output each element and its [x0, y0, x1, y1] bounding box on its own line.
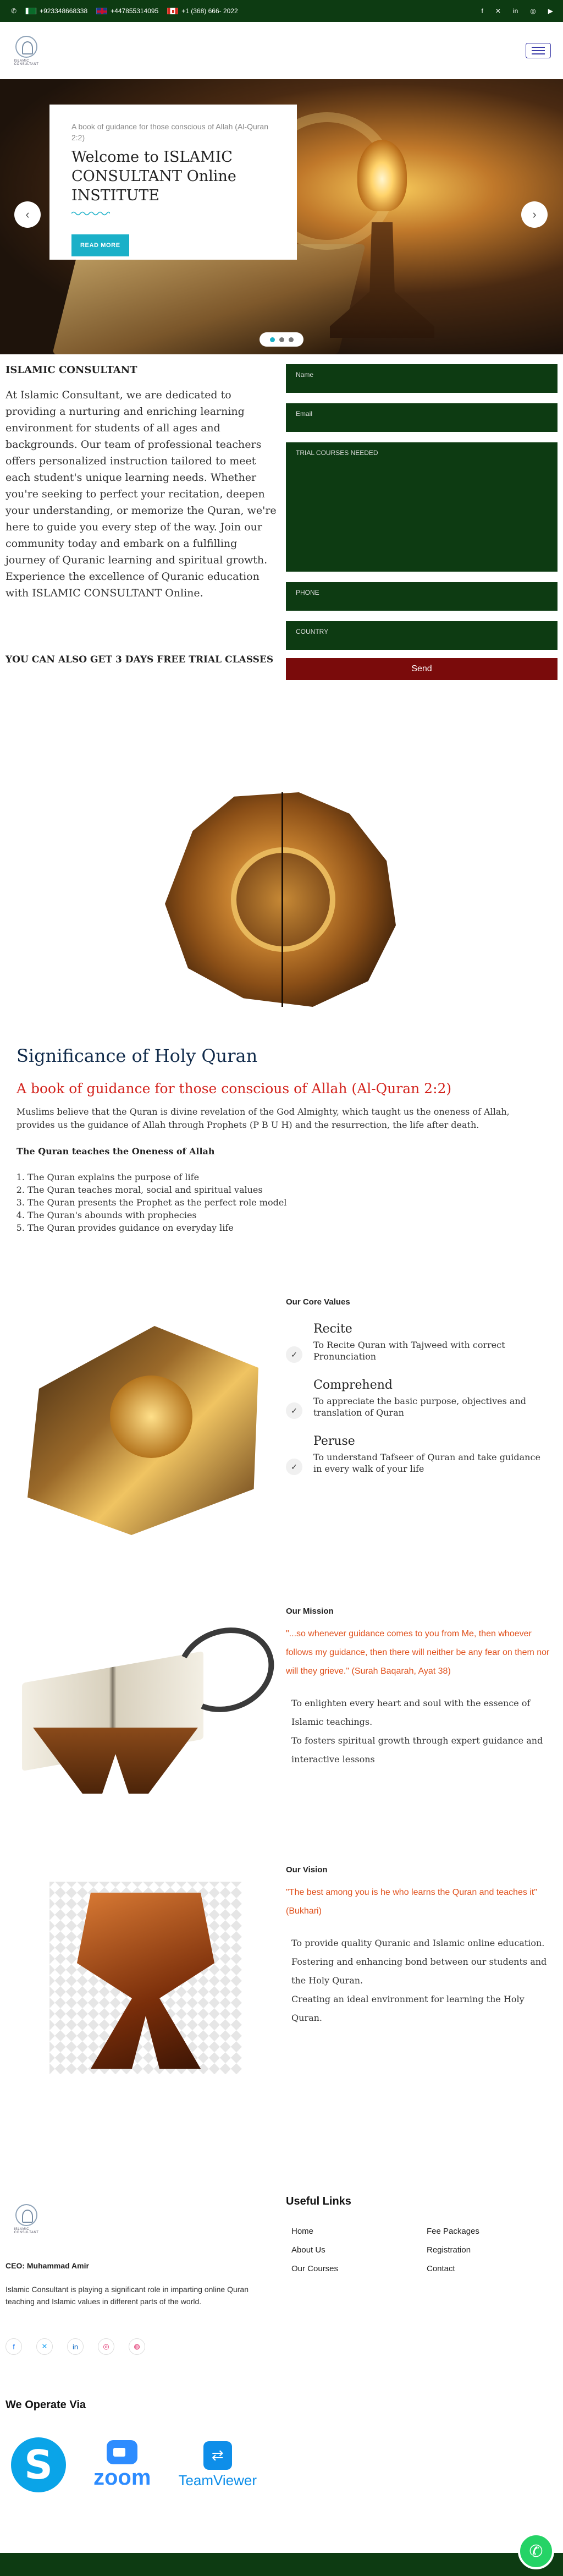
phone-uk[interactable]: +447855314095: [96, 7, 158, 15]
whatsapp-chat-button[interactable]: [518, 2533, 554, 2569]
canada-flag-icon: [167, 8, 178, 14]
site-header: [0, 22, 563, 79]
twitter-icon[interactable]: ✕: [495, 7, 501, 15]
operate-via-title: We Operate Via: [5, 2399, 86, 2411]
linkedin-icon[interactable]: in: [512, 7, 518, 15]
slider-dots: [260, 332, 303, 347]
list-item: 2. The Quran teaches moral, social and spiritual values: [27, 1183, 550, 1196]
phone-pakistan[interactable]: +923348668338: [25, 7, 87, 15]
check-icon: ✓: [286, 1402, 302, 1419]
hero-slider: [0, 79, 563, 354]
significance-subtitle: A book of guidance for those conscious of Allah (Al-Quran 2:2): [16, 1081, 452, 1097]
contact-numbers: [11, 7, 238, 15]
email-field[interactable]: Email: [286, 403, 558, 432]
teamviewer-icon: ⇄: [203, 2441, 232, 2470]
country-field[interactable]: COUNTRY: [286, 621, 558, 650]
intro-body: At Islamic Consultant, we are dedicated to providing a nurturing and enriching learning environment for students of all ages and backgrounds. Our team of professional teachers offers personalized instruction tailored to meet each student's unique learning needs. Whether you're seeking to perfect your recitation, deepen your understanding, or memorize the Quran, we're here to guide you every step of the way. Join our community today and embark on a fulfilling journey of Quranic learning and spiritual growth. Experience the excellence of Quranic education with ISLAMIC CONSULTANT Online.: [5, 389, 277, 599]
send-button[interactable]: Send: [286, 658, 558, 680]
footer-description: Islamic Consultant is playing a significant role in imparting online Quran teaching and Islamic values in different parts of the world.: [5, 2285, 249, 2306]
menu-icon: [532, 47, 545, 48]
site-logo[interactable]: ISLAMIC CONSULTANT: [14, 32, 38, 69]
menu-toggle-button[interactable]: [526, 43, 551, 58]
value-desc: To understand Tafseer of Quran and take guidance in every walk of your life: [313, 1452, 540, 1474]
skype-icon: S: [11, 2437, 66, 2492]
phone-field[interactable]: PHONE: [286, 582, 558, 611]
footer-link-courses[interactable]: Our Courses: [291, 2264, 339, 2273]
zoom-camera-icon: [107, 2440, 137, 2464]
instagram-icon[interactable]: ◎: [98, 2338, 114, 2355]
mission-points: [286, 1694, 550, 1769]
name-field[interactable]: Name: [286, 364, 558, 393]
list-item: To enlighten every heart and soul with the essence of Islamic teachings.: [291, 1698, 531, 1727]
list-item: To fosters spiritual growth through expert guidance and interactive lessons: [291, 1735, 543, 1764]
bottom-bar: [0, 2553, 563, 2576]
check-icon: ✓: [286, 1346, 302, 1363]
useful-links: [291, 2226, 555, 2274]
mission-section: [286, 1607, 550, 1769]
list-item: 5. The Quran provides guidance on everyday life: [27, 1221, 550, 1234]
footer-link-fee-packages[interactable]: Fee Packages: [427, 2227, 479, 2236]
value-desc: To appreciate the basic purpose, objectives and translation of Quran: [313, 1396, 526, 1418]
phone-icon: ✆: [11, 7, 17, 15]
hero-title: Welcome to ISLAMIC CONSULTANT Online INSTITUTE: [71, 149, 236, 204]
mission-label: Our Mission: [286, 1607, 334, 1616]
golden-quran-image: [27, 1326, 258, 1535]
footer-link-home[interactable]: Home: [291, 2227, 314, 2236]
significance-title: Significance of Holy Quran: [16, 1045, 258, 1066]
read-more-button[interactable]: READ MORE: [71, 234, 129, 256]
facebook-icon[interactable]: f: [5, 2338, 22, 2355]
core-values-label: Our Core Values: [286, 1297, 350, 1307]
list-item: 4. The Quran's abounds with prophecies: [27, 1209, 550, 1221]
list-item: 1. The Quran explains the purpose of life: [27, 1171, 550, 1183]
footer-logo[interactable]: ISLAMIC CONSULTANT: [14, 2201, 38, 2237]
phone-canada[interactable]: +1 (368) 666- 2022: [167, 7, 238, 15]
hero-kicker: A book of guidance for those conscious of Allah (Al-Quran 2:2): [71, 122, 268, 142]
vision-points: [286, 1934, 550, 2027]
core-values-section: [286, 1297, 550, 1475]
teamviewer-logo: ⇄ TeamViewer: [178, 2441, 257, 2489]
ceo-name: CEO: Muhammad Amir: [5, 2261, 89, 2270]
value-item-recite: [286, 1322, 550, 1363]
wave-divider-icon: [71, 211, 110, 216]
hero-card: [49, 105, 297, 260]
logo-emblem-icon: [15, 2204, 37, 2226]
value-title: Peruse: [313, 1434, 355, 1448]
youtube-icon[interactable]: ▶: [548, 7, 553, 15]
value-item-peruse: [286, 1434, 550, 1475]
linkedin-icon[interactable]: in: [67, 2338, 84, 2355]
free-trial-heading: YOU CAN ALSO GET 3 DAYS FREE TRIAL CLASSES: [5, 654, 274, 665]
slider-dot[interactable]: [270, 337, 275, 342]
instagram-icon[interactable]: ◎: [530, 7, 536, 15]
whatsapp-icon: ✆: [529, 2542, 543, 2561]
open-quran-stand-image: [11, 1629, 275, 1805]
top-bar: [0, 0, 563, 22]
platform-logos: [11, 2437, 257, 2492]
vision-label: Our Vision: [286, 1865, 328, 1875]
courses-textarea[interactable]: TRIAL COURSES NEEDED: [286, 442, 558, 572]
intro-heading: ISLAMIC CONSULTANT: [5, 364, 137, 376]
footer-link-registration[interactable]: Registration: [427, 2245, 471, 2255]
significance-body: Muslims believe that the Quran is divine revelation of the God Almighty, which taught us the oneness of Allah, provides us the guidance of Allah through Prophets (P B U H) and the resurrection, the life after death.: [16, 1106, 510, 1130]
value-title: Recite: [313, 1322, 352, 1336]
facebook-icon[interactable]: f: [481, 7, 483, 15]
dribbble-icon[interactable]: ◍: [129, 2338, 145, 2355]
footer-link-contact[interactable]: Contact: [427, 2264, 455, 2273]
hero-quran-image: [52, 244, 366, 354]
list-item: 3. The Quran presents the Prophet as the perfect role model: [27, 1196, 550, 1209]
mission-quote: "...so whenever guidance comes to you from Me, then whoever follows my guidance, then there will neither be any fear on them nor will they grieve." (Surah Baqarah, Ayat 38): [286, 1629, 550, 1676]
value-desc: To Recite Quran with Tajweed with correct Pronunciation: [313, 1340, 505, 1362]
check-icon: ✓: [286, 1459, 302, 1475]
footer-social-links: [5, 2338, 145, 2355]
quran-emblem-image: [148, 781, 418, 1018]
useful-links-title: Useful Links: [286, 2195, 351, 2207]
zoom-logo: zoom: [93, 2440, 151, 2490]
slider-dot[interactable]: [289, 337, 294, 342]
significance-section: [16, 1045, 550, 1234]
top-social-links: [482, 7, 553, 15]
list-item: Fostering and enhancing bond between our students and the Holy Quran.: [291, 1956, 547, 1986]
logo-emblem-icon: [15, 36, 37, 58]
uk-flag-icon: [96, 8, 107, 14]
vision-quote: "The best among you is he who learns the Quran and teaches it" (Bukhari): [286, 1888, 537, 1916]
list-item: To provide quality Quranic and Islamic online education.: [291, 1938, 545, 1948]
twitter-icon[interactable]: ✕: [36, 2338, 53, 2355]
value-title: Comprehend: [313, 1378, 393, 1392]
pakistan-flag-icon: [25, 8, 36, 14]
oneness-heading: The Quran teaches the Oneness of Allah: [16, 1146, 215, 1157]
slider-dot[interactable]: [279, 337, 284, 342]
trial-form: [286, 364, 558, 680]
significance-list: [16, 1171, 550, 1234]
list-item: Creating an ideal environment for learning the Holy Quran.: [291, 1994, 525, 2023]
intro-section: [5, 364, 280, 665]
slider-prev-button[interactable]: ‹: [14, 201, 41, 228]
value-item-comprehend: [286, 1378, 550, 1419]
footer-link-about[interactable]: About Us: [291, 2245, 325, 2255]
quran-rehal-image: [49, 1882, 242, 2074]
slider-next-button[interactable]: ›: [521, 201, 548, 228]
vision-section: [286, 1865, 550, 2027]
